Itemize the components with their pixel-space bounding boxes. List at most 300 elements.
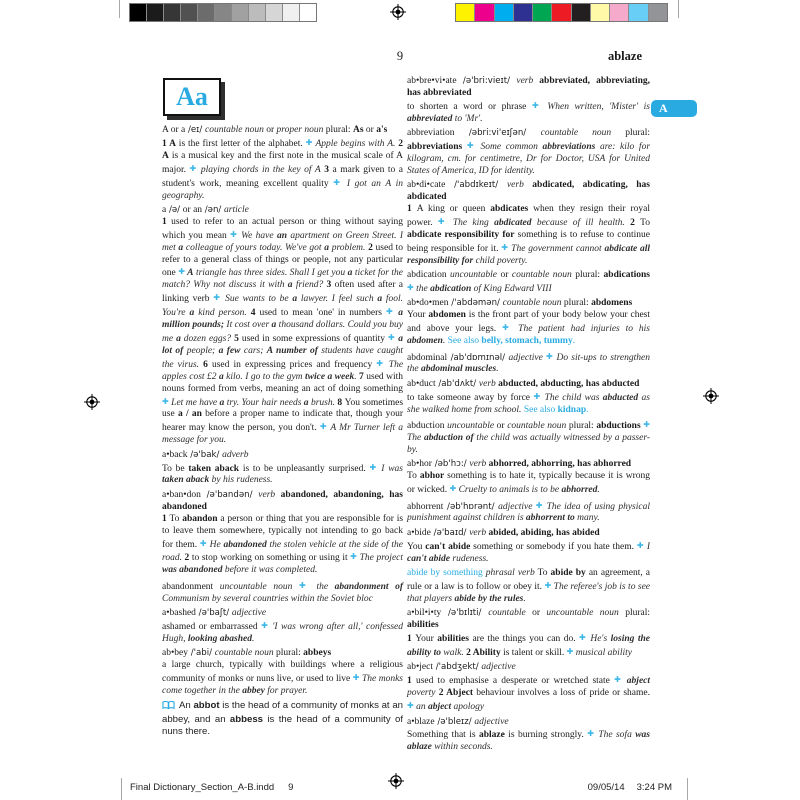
color-swatch xyxy=(456,4,475,21)
example-emphasis: looking abashed xyxy=(187,633,253,644)
example-marker-icon: ✚ xyxy=(189,163,198,173)
example-text: We have xyxy=(237,230,277,241)
entry-body xyxy=(407,391,650,417)
headword: abdominal xyxy=(407,352,448,363)
example-text: . xyxy=(496,364,499,375)
example-text: phrasal verb xyxy=(482,568,535,579)
dictionary-entry xyxy=(162,580,403,606)
example-emphasis: abdominal muscles xyxy=(420,364,497,375)
bold-text: 1 xyxy=(162,513,170,524)
headword: ab•bey xyxy=(162,648,189,659)
example-text: adjective xyxy=(231,608,267,619)
entry-head-line xyxy=(407,568,650,606)
entry-head-line xyxy=(407,662,650,674)
bold-text: 2 Abject xyxy=(435,688,474,699)
bold-text: 2 Ability xyxy=(463,647,501,658)
pronunciation: /'abdʒekt/ xyxy=(433,662,482,673)
entry-body xyxy=(407,471,650,497)
example-text: adjective xyxy=(498,501,536,512)
example-emphasis: a lot of xyxy=(162,334,404,356)
dictionary-entry xyxy=(407,270,650,296)
dictionary-entry xyxy=(407,568,650,606)
bold-text: 7 xyxy=(356,371,367,382)
dictionary-entry xyxy=(407,128,650,178)
footer-file-text: Final Dictionary_Section_A-B.indd xyxy=(130,782,275,793)
example-emphasis: a xyxy=(303,397,309,408)
example-text: kind person. xyxy=(194,308,247,319)
bold-text: 2 xyxy=(181,553,192,564)
example-text: lawyer. I feel such xyxy=(297,294,378,305)
entry-body xyxy=(162,620,403,646)
bold-text: 1 xyxy=(162,216,172,227)
example-text: The idea of using physical punishment against children is xyxy=(407,501,650,524)
example-text: Some common xyxy=(475,142,543,153)
example-text: uncountable noun xyxy=(546,608,619,619)
grayscale-swatch xyxy=(198,4,215,21)
definition-text: To be xyxy=(162,463,189,474)
entry-head-line xyxy=(407,180,650,204)
grayscale-swatch xyxy=(130,4,147,21)
example-text: The government cannot xyxy=(508,243,605,254)
cross-reference-text: See also xyxy=(445,336,482,347)
example-emphasis: abdicate all responsibility for xyxy=(407,243,651,266)
dictionary-entry xyxy=(407,180,650,267)
dictionary-entry xyxy=(407,459,650,497)
example-text: The xyxy=(407,432,424,443)
pronunciation: /ən/ xyxy=(202,204,225,215)
registration-mark-icon xyxy=(84,394,100,410)
definition-text: or xyxy=(497,270,512,281)
example-emphasis: abdomen xyxy=(407,336,443,347)
headword: a•ban•don xyxy=(162,489,201,500)
crop-mark xyxy=(119,0,120,18)
entry-head-line xyxy=(407,76,650,100)
definition-text: something is to hate it, typically because it is wrong or wicked. xyxy=(407,471,650,496)
color-calibration-bar xyxy=(455,3,668,22)
example-text: The referee's job is to see that players xyxy=(407,581,650,604)
example-text: musical ability xyxy=(573,647,632,658)
example-emphasis: abhorred xyxy=(561,485,598,496)
entry-head-line xyxy=(407,270,650,296)
entry-head-line xyxy=(162,580,403,606)
entry-head-line xyxy=(407,298,650,310)
pronunciation: /ə'baɪd/ xyxy=(430,527,470,538)
bold-text: abilities xyxy=(437,634,469,645)
definition-text: used to mean 'one' in numbers xyxy=(259,308,386,319)
definition-text: You sometimes use xyxy=(162,397,404,420)
bold-text: abilities xyxy=(407,620,439,631)
example-emphasis: a million pounds; xyxy=(162,308,404,331)
dictionary-content xyxy=(162,76,650,754)
example-text: . xyxy=(354,371,357,382)
example-text: verb xyxy=(478,378,499,389)
cross-reference-link: belly, stomach, tummy xyxy=(481,336,573,347)
definition-text: or xyxy=(182,204,194,215)
definition-text: to stop working on something or using it xyxy=(191,553,351,564)
definition-text: used to refer to an actual person or thing without saying which you mean xyxy=(162,216,403,241)
definition-text: an agreement, a rule or a law is to follow or obey it. xyxy=(407,568,651,592)
example-emphasis: abbey xyxy=(242,685,265,696)
example-text: many. xyxy=(574,513,600,524)
definition-text: is talent or skill. xyxy=(500,647,567,658)
example-text: It cost over xyxy=(224,320,272,331)
example-text: I got an A in geography. xyxy=(162,178,403,201)
headword: ab•bre•vi•ate xyxy=(407,76,457,86)
definition-text: a large church, typically with buildings where a religious community of monks or nuns live, or used to live xyxy=(162,660,403,685)
headword: a•bil•i•ty xyxy=(407,608,442,619)
example-emphasis: abduction of xyxy=(423,432,474,443)
grayscale-swatch xyxy=(164,4,181,21)
example-text: Communism by several countries within the Soviet bloc xyxy=(162,593,373,604)
example-text: The monks come together in the xyxy=(162,674,404,696)
bold-text: abandon xyxy=(182,513,218,524)
example-marker-icon: ✚ xyxy=(213,293,222,303)
bold-text: abbreviated, abbreviating, has abbreviated xyxy=(407,76,650,98)
example-emphasis: abject xyxy=(427,702,452,713)
bold-text: abdicate responsibility for xyxy=(407,229,515,240)
dictionary-entry xyxy=(407,76,650,126)
headword: abduction xyxy=(407,421,445,432)
dictionary-entry xyxy=(407,351,650,377)
example-text: verb xyxy=(516,76,540,86)
entry-head-line xyxy=(162,450,403,462)
definition-text: often used after a linking verb xyxy=(162,280,403,305)
example-text: the stolen vehicle at the side of the road. xyxy=(162,539,403,564)
note-emphasis: abbot xyxy=(193,700,220,712)
example-text: countable noun xyxy=(214,648,274,659)
example-marker-icon: ✚ xyxy=(352,673,360,683)
example-text: verb xyxy=(258,489,281,500)
grayscale-swatch xyxy=(266,4,283,21)
example-text: The project xyxy=(357,553,404,564)
example-text: try. Your hair needs xyxy=(224,397,304,408)
headword: an xyxy=(193,204,203,215)
headword: ab•di•cate xyxy=(407,180,446,191)
example-text: apology xyxy=(451,702,485,713)
note-emphasis: abbess xyxy=(229,714,263,726)
example-emphasis: can't abide xyxy=(407,553,451,564)
dictionary-entry xyxy=(407,528,650,566)
entry-head-line xyxy=(407,419,650,457)
example-emphasis: abdicated xyxy=(494,217,532,228)
example-emphasis: a few xyxy=(218,345,241,356)
definition-text: when they resign their royal power. xyxy=(407,204,651,228)
example-text: I was xyxy=(377,463,404,474)
example-text: Let me have xyxy=(168,397,220,408)
example-emphasis: a xyxy=(324,242,330,253)
example-emphasis: abbreviated xyxy=(407,113,453,124)
right-column xyxy=(407,76,650,754)
bold-text: 1 xyxy=(407,204,417,215)
example-text: uncountable noun xyxy=(213,581,299,592)
example-text: uncountable xyxy=(444,421,495,432)
letter-section-label: Aa xyxy=(176,82,208,111)
bold-text: 3 xyxy=(320,164,333,175)
pronunciation: /ə'bak/ xyxy=(187,449,223,460)
definition-text: before a proper name to indicate that, though your hearer may know the person, you don't. xyxy=(162,409,403,434)
book-icon xyxy=(162,700,175,714)
example-text: playing chords in the key of A xyxy=(197,164,321,175)
example-text: verb xyxy=(469,459,489,470)
example-text: verb xyxy=(506,180,533,191)
definition-text: used in some expressions of quantity xyxy=(241,334,388,344)
example-emphasis: a xyxy=(347,268,353,279)
bold-text: abandoned, abandoning, has abandoned xyxy=(162,489,404,512)
color-swatch xyxy=(475,4,494,21)
example-marker-icon: ✚ xyxy=(333,177,343,187)
example-text: adjective xyxy=(474,716,509,727)
definition-text: or xyxy=(168,125,182,135)
example-text: an xyxy=(413,702,428,713)
dictionary-entry xyxy=(162,205,403,447)
grayscale-swatch xyxy=(215,4,232,21)
example-text: cars; xyxy=(240,345,267,356)
entry-head-line xyxy=(407,500,650,526)
example-text: because of ill health. xyxy=(531,217,625,228)
example-text: 'I was wrong after all,' confessed Hugh, xyxy=(162,621,403,644)
dictionary-entry xyxy=(407,419,650,457)
definition-text: used to emphasise a desperate or wretched state xyxy=(415,676,615,687)
headword: a xyxy=(181,125,186,135)
bold-text: abductions xyxy=(596,421,644,432)
example-emphasis: a xyxy=(178,242,184,253)
example-emphasis: twice a week xyxy=(304,371,355,382)
example-text: verb xyxy=(469,527,489,538)
definition-text: used to refer to a general class of things or people, not any particular one xyxy=(162,242,404,279)
definition-text: Your xyxy=(407,310,429,321)
example-emphasis: was ablaze xyxy=(407,730,651,753)
example-marker-icon: ✚ xyxy=(178,267,186,277)
definition-text: plural: xyxy=(566,421,597,432)
entry-head-line xyxy=(162,490,403,514)
example-text: adjective xyxy=(481,662,516,673)
definition-text: a mark given to a student's work, meaning excellent quality xyxy=(162,164,404,189)
headword: ab•ject xyxy=(407,662,434,673)
definition-text: You xyxy=(407,541,426,552)
definition-text: a person or thing that you are responsible for is to leave them somewhere, typically not intending to go back for them. xyxy=(162,513,404,550)
example-marker-icon: ✚ xyxy=(261,620,269,630)
grayscale-swatch xyxy=(249,4,266,21)
example-text: The king xyxy=(447,217,495,228)
definition-text: or xyxy=(525,608,547,619)
registration-mark-icon xyxy=(390,4,406,20)
entry-head-line xyxy=(162,125,403,137)
footer-date-text: 09/05/14 xyxy=(587,782,625,793)
example-marker-icon: ✚ xyxy=(385,307,395,317)
headword: ab•do•men xyxy=(407,298,449,309)
example-text: are: kilo for kilogram, cm. for centimetre, Dr for Doctor, USA for United States of America, ID for identity. xyxy=(407,142,651,176)
example-text: people; xyxy=(183,345,219,356)
footer-page-text: 9 xyxy=(288,782,294,793)
bold-text: abdications xyxy=(603,270,650,281)
example-text: When written, 'Mister' is xyxy=(541,101,651,112)
example-marker-icon: ✚ xyxy=(501,242,509,252)
headword: a•blaze xyxy=(407,716,435,727)
bold-text: abdomens xyxy=(591,298,633,309)
color-swatch xyxy=(591,4,610,21)
example-marker-icon: ✚ xyxy=(230,229,238,239)
example-text: Apple begins with A. xyxy=(312,138,396,149)
entry-body xyxy=(162,514,403,578)
example-text: A Mr Turner left a message for you. xyxy=(162,423,404,446)
example-text: countable noun xyxy=(511,270,572,281)
example-marker-icon: ✚ xyxy=(407,701,414,711)
bold-text: abdicates xyxy=(490,204,529,215)
example-marker-icon: ✚ xyxy=(531,100,542,110)
example-text: The patient had injuries to his xyxy=(512,324,651,335)
example-text: within seconds. xyxy=(431,742,493,753)
entry-body xyxy=(407,674,650,714)
definition-text: to shorten a word or phrase xyxy=(407,101,532,112)
definition-text: ashamed or embarrassed xyxy=(162,621,262,632)
entry-body xyxy=(407,100,650,126)
headword: ab•hor xyxy=(407,459,432,470)
example-text: poverty xyxy=(407,688,436,699)
example-text: countable noun xyxy=(204,125,264,135)
entry-body xyxy=(407,204,650,268)
example-text: apartment on Green Street. I met xyxy=(162,230,403,253)
example-text: triangle has three sides. Shall I get you xyxy=(193,268,348,279)
example-text: countable xyxy=(488,608,526,619)
example-text: The apples cost £2 xyxy=(162,359,404,382)
entry-body xyxy=(162,462,403,488)
usage-note xyxy=(162,700,403,738)
entry-body xyxy=(407,310,650,348)
example-text: Cruelty to animals is to be xyxy=(456,485,562,496)
pronunciation: /əbri:vi'eɪʃən/ xyxy=(454,128,541,139)
pronunciation: /ə'bleɪz/ xyxy=(434,716,475,727)
example-text: friend? xyxy=(292,280,324,291)
example-emphasis: a xyxy=(271,320,277,331)
example-emphasis: losing the ability to xyxy=(407,634,651,658)
example-text: before it was completed. xyxy=(222,565,318,576)
example-text: colleague of yours today. We've got xyxy=(183,242,325,253)
headword: a•bide xyxy=(407,527,431,538)
entry-head-line xyxy=(407,717,650,729)
entry-body xyxy=(162,660,403,698)
example-text: Sue wants to be xyxy=(221,294,293,305)
dictionary-entry xyxy=(407,379,650,417)
bold-text: abbeys xyxy=(303,648,332,659)
dictionary-entry xyxy=(162,490,403,577)
definition-text: A king or queen xyxy=(416,204,491,215)
cross-reference-link: kidnap xyxy=(557,404,587,415)
cross-reference-text: . xyxy=(586,404,589,415)
entry-body xyxy=(162,217,403,447)
headword: a•back xyxy=(162,449,188,460)
example-text: The child was xyxy=(541,392,603,403)
example-text: proper noun xyxy=(276,125,324,135)
pronunciation: /'abdəmən/ xyxy=(448,298,503,309)
entry-body xyxy=(407,632,650,660)
grayscale-swatch xyxy=(181,4,198,21)
dictionary-entry xyxy=(407,298,650,348)
pronunciation: /eɪ/ xyxy=(185,125,205,135)
example-text: fool. You're xyxy=(162,294,403,319)
example-marker-icon: ✚ xyxy=(437,216,448,226)
example-marker-icon: ✚ xyxy=(298,580,310,590)
example-marker-icon: ✚ xyxy=(544,580,552,590)
example-emphasis: a xyxy=(189,308,195,319)
bold-text: 5 xyxy=(231,334,242,344)
bold-text: abdomen xyxy=(428,310,466,321)
definition-text: something or somebody if you hate them. xyxy=(470,541,637,552)
grayscale-swatch xyxy=(147,4,164,21)
entry-head-line xyxy=(162,648,403,660)
dictionary-entry xyxy=(162,608,403,646)
definition-text: or xyxy=(494,421,508,432)
example-marker-icon: ✚ xyxy=(614,675,623,685)
example-marker-icon: ✚ xyxy=(162,396,169,406)
definition-text: plural: xyxy=(323,125,353,135)
example-emphasis: abandoned xyxy=(223,539,267,550)
definition-text: To xyxy=(640,217,651,228)
entry-head-line xyxy=(162,205,403,217)
definition-text: To xyxy=(407,471,420,482)
entry-head-line xyxy=(407,608,650,632)
example-emphasis: a xyxy=(219,397,225,408)
definition-text: is a musical key and the first note in the musical scale of A major. xyxy=(162,150,403,175)
example-text: to 'Mr'. xyxy=(452,113,483,124)
example-text: rudeness. xyxy=(450,553,489,564)
entry-head-line xyxy=(162,700,403,738)
pronunciation: /ə'bri:vieɪt/ xyxy=(456,76,517,86)
example-marker-icon: ✚ xyxy=(319,422,328,432)
example-text: problem. xyxy=(329,242,366,253)
example-marker-icon: ✚ xyxy=(566,646,574,656)
definition-text: plural: xyxy=(561,298,592,309)
example-text: . xyxy=(442,336,446,347)
bold-text: a's xyxy=(376,125,388,135)
example-text: . xyxy=(523,593,526,604)
example-marker-icon: ✚ xyxy=(579,633,587,643)
bold-text: abhor xyxy=(419,471,445,482)
definition-text: To xyxy=(534,568,551,579)
example-emphasis: abject xyxy=(622,676,651,687)
bold-text: can't abide xyxy=(425,541,471,552)
example-marker-icon: ✚ xyxy=(199,538,207,548)
entry-head-line xyxy=(407,128,650,178)
headword: ab•duct xyxy=(407,378,436,389)
bold-text: a / an xyxy=(177,409,202,420)
example-text: for prayer. xyxy=(264,685,308,696)
entry-head-line xyxy=(407,528,650,540)
example-text: the xyxy=(309,581,335,592)
entry-body xyxy=(407,728,650,754)
example-text: . xyxy=(597,485,600,496)
example-marker-icon: ✚ xyxy=(449,484,457,494)
example-text: walk. xyxy=(441,647,464,658)
pronunciation: /'abdɪkeɪt/ xyxy=(445,180,507,191)
color-swatch xyxy=(610,4,629,21)
example-text: ticket for the match? Why not discuss it with xyxy=(162,268,404,291)
color-swatch xyxy=(649,4,667,21)
definition-text: Something that is xyxy=(407,730,479,741)
example-text: adjective xyxy=(508,352,546,363)
dictionary-entry xyxy=(162,125,403,202)
example-text: the xyxy=(413,284,431,294)
bold-text: 2 xyxy=(365,242,376,253)
entry-head-line xyxy=(162,608,403,620)
bold-text: abbreviations xyxy=(407,142,467,153)
crop-mark xyxy=(687,778,688,800)
running-head xyxy=(0,49,800,65)
example-marker-icon: ✚ xyxy=(376,358,385,368)
pronunciation: /ab'dɒmɪnəl/ xyxy=(447,352,509,363)
definition-text: plural: xyxy=(611,128,650,139)
bold-text: abide by xyxy=(550,568,586,579)
entry-head-line xyxy=(407,379,650,391)
